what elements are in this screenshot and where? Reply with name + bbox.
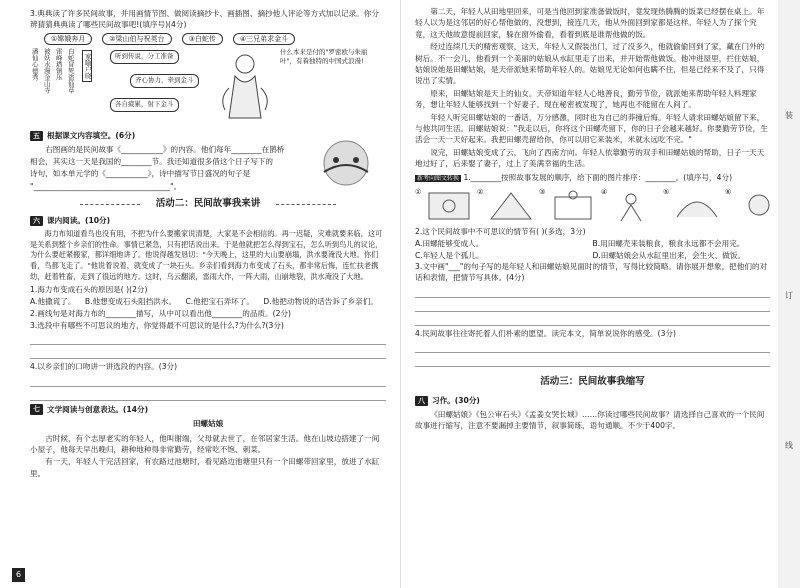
story-picture: ③: [539, 187, 601, 223]
s5-line: 诗句，如本单元学的《___________》，诗中描写节日盛况的句子是: [30, 169, 251, 179]
story-paragraph: 有一天，年轻人干完活回家，有农路过池塘时，看见路边池塘里只有一个田螺带回家里，放进了水缸里。: [30, 457, 380, 478]
section-5-title: 五 根据课文内容填空。(6分): [30, 130, 386, 141]
section-7-title: 七 文学阅读与创意表达。(14分): [30, 404, 386, 415]
activity-3-heading: 活动三：民间故事我缩写: [540, 376, 645, 388]
record-text: 白蛇冒死盗仙草: [66, 48, 75, 94]
picture-sequence: [415, 187, 770, 223]
record-text: 潘仙心德秀: [30, 48, 39, 81]
answer-line[interactable]: [415, 286, 770, 298]
right-page: [400, 0, 800, 588]
story-paragraph: 古时候，有个志厚老实的年轻人，他叫谢端，父母就去世了，在邻居家生活。他在山坡边搭建了一间小屋子，他每天早出晚归，耕种地种得非常勤劳，经常吃不饱、刺菜。: [30, 433, 380, 454]
story-picture: ⑥: [725, 187, 787, 223]
q4-text: 4.民间故事往往寄托着人们朴素的愿望。读完本文，简单说说你的感受。(3分): [415, 328, 676, 338]
story-picture: ①: [415, 187, 477, 223]
writing-prompt: 《田螺姑娘》《包公审石头》《孟姜女哭长城》……你读过哪些民间故事？请选择自己喜欢的一个民间故事进行缩写，注意不要漏掉主要情节，叙事简练，语句通顺。不少于400字。: [415, 409, 765, 431]
record-text: 雷峰塔镇压: [54, 48, 63, 81]
answer-line[interactable]: [415, 341, 770, 353]
story-picture: ④: [601, 187, 663, 223]
option[interactable]: D.田螺姑娘会从水缸里出来，会生火、做饭。: [592, 250, 746, 260]
s5-line: 右图画的是民间故事《___________》的内容。他们每年________在鹊桥: [45, 144, 285, 154]
record-text: 被妖水漫金山寺: [42, 48, 51, 94]
moon-caption: 什么本来是付的"罗密欧与朱丽叶"，有着独特的中国式浪漫!: [280, 48, 368, 65]
book-option: ②梁山伯与祝英台: [102, 33, 171, 46]
book-option: ④三兄弟求金斗: [233, 33, 295, 46]
option[interactable]: C.他把宝石弄坏了。: [185, 297, 254, 307]
section-6-title: 六 课内阅读。(10分): [30, 215, 386, 226]
answer-line[interactable]: [415, 300, 770, 312]
binding-strip: [778, 0, 800, 588]
page-number: 6: [12, 568, 25, 582]
s6-question: 1.海力布变成石头的原因是( )(2分): [30, 284, 148, 294]
s6-question: 2.画线句是对海力布的________描写，从中可以看出他________的品质。(2分): [30, 308, 291, 318]
plot-bubble: 齐心协力，牵到金斗: [130, 74, 199, 88]
strip-label: 线: [785, 441, 793, 450]
story-picture: ⑤: [663, 187, 725, 223]
plot-bubble: 听到传说，分工准备: [110, 50, 179, 64]
s6-q1-options: [30, 296, 386, 307]
answer-line[interactable]: [415, 355, 770, 367]
plot-bubble: 各自疲累，射下金斗: [110, 98, 179, 112]
story-illustrations: [30, 48, 386, 126]
strip-label: 装: [785, 111, 793, 120]
activity-2-heading: 活动二：民间故事我来讲: [30, 197, 386, 211]
q3-text: 3.文中画"___"的句子写的是年轻人和田螺姑娘见面时的情节，写得比较简略。请你展开想象，把他们的对话和表情，把情节写具体。(4分): [415, 262, 768, 283]
chang-e-illustration: [215, 48, 275, 124]
option[interactable]: B.用田螺壳来装粮食，粮食永远都不会用完。: [592, 239, 745, 249]
option[interactable]: A.田螺能够变成人。: [415, 239, 484, 249]
s5-line: 相会，其实这一天是我国的________节。我还知道很多借这个日子写下的: [30, 157, 273, 167]
q3-text: 3.典典读了许多民间故事，并用画情节图、做阅读摘抄卡、画插图、摘抄他人评论等方式加以记录。你分辨猜猜典典读了哪些民间故事吧!(填序号)(4分): [30, 9, 379, 30]
option[interactable]: D.他把动物说的话告诉了乡亲们。: [263, 297, 378, 307]
book-options: [44, 33, 386, 46]
answer-line[interactable]: [30, 375, 386, 387]
q2-text: 2.这个民间故事中不可思议的情节有( )(多选，3分): [415, 226, 586, 236]
section-8-title: 八 习作。(30分): [415, 395, 770, 406]
book-option: ①嫦娥奔月: [44, 33, 92, 46]
q1-text: 新考向图文转换 1.________按照故事发展的顺序，给下面的图片排序：________。(填序号，4分): [417, 173, 733, 183]
strip-label: 订: [785, 291, 793, 300]
story-title: 田螺姑娘: [192, 419, 224, 429]
story-paragraph: 原来，田螺姑娘是天上的仙女。天帝知道年轻人心地善良，勤劳节俭，就派她来帮助年轻人料理家务，想让年轻人能够找到一个好妻子。现在秘密被发现了，她再也不能留在人间了。: [415, 88, 757, 110]
magpie-bridge-illustration: [306, 138, 386, 188]
story-paragraph: 第二天，年轻人从田地里回来，可是当他回到家准备做饭时，竟发现热腾腾的饭菜已经摆在桌上。年轻人以为是这邻居的好心帮他做的，没想到，接连几天，他从外面回到家都是这样。年轻人为了探个究竟，这天他故意提前回家，躲在窗外偷看，看着到底是谁帮他做的饭。: [415, 7, 765, 39]
option[interactable]: B.他想变成石头阻挡洪水。: [84, 297, 177, 307]
answer-line[interactable]: [30, 347, 386, 359]
story-picture: ②: [477, 187, 539, 223]
s6-passage: 海力布知道看鸟也没有用，不把为什么要搬家说清楚，大家是不会相信的。再一迟疑，灾难就要来临，这可是关系到整个乡亲们的性命。事情已紧急，只有把话说出来。于是他就把怎么得到宝石，怎么听到鸟儿的议论，为什么要赶紧搬家，都详细地讲了。他说得越发恳切："今天晚上，这里的大山要崩塌，洪水要淹没大地。你们看，鸟都飞走了。"他说着说着，就变成了一块石头。乡亲们看到海力布变成了石头，都非常后悔，连忙扶老携幼，赶着牲畜，走到了很远的地方。这时，乌云翻滚，雷雨大作，一阵大雨，山崩地裂，洪水淹没了大地。: [30, 228, 383, 282]
book-option: ③白蛇传: [182, 33, 223, 46]
s6-question: 3.选段中有哪些不可思议的地方，你觉得最不可思议的是什么?为什么?(3分): [30, 321, 284, 331]
s5-line: "____________________________________"。: [30, 181, 182, 191]
s6-question: 4.以乡亲们的口吻讲一讲选段的内容。(3分): [30, 362, 178, 372]
story-paragraph: 年轻人听完田螺姑娘的一番话，万分感激，同时也为自己的莽撞后悔。年轻人请求田螺姑娘留下来，与他共同生活。田螺姑娘说："我走以后，你将这个田螺壳留下，你的日子会越来越好。你要勤劳节俭，生活会一天一天好起来。我把田螺壳留给你，你可以用它来装米，米就永远吃不完。": [415, 112, 768, 145]
new-format-badge: 新考向图文转换: [417, 175, 460, 183]
answer-line[interactable]: [415, 314, 770, 326]
answer-line[interactable]: [30, 333, 386, 345]
q2-options: [415, 238, 770, 261]
option[interactable]: A.他撒谎了。: [30, 297, 76, 307]
story-paragraph: 说完，田螺姑娘变成了云，飞向了西南方向。年轻人依靠勤劳的双手和田螺姑娘的帮助，日子一天天地过好了，后来娶了妻子，过上了美满幸福的生活。: [415, 147, 765, 169]
record-text: 家喻户晓: [82, 50, 92, 82]
story-paragraph: 经过连续几天的精密观察，这天，年轻人又假装出门，过了没多久，他就偷偷回到了家，藏在门外的树后。不一会儿，他看到一个美丽的姑娘从水缸里走了出来，并开始帮他做饭。他冲进屋里，拦住姑娘，姑娘说她是田螺姑娘，是天帝派她来帮助年轻人的。姑娘见无论如何也瞒不住，但是已经来不及了，只得说出了实情。: [415, 42, 765, 86]
option[interactable]: C.年轻人是个孤儿。: [415, 250, 484, 260]
answer-line[interactable]: [30, 389, 386, 401]
